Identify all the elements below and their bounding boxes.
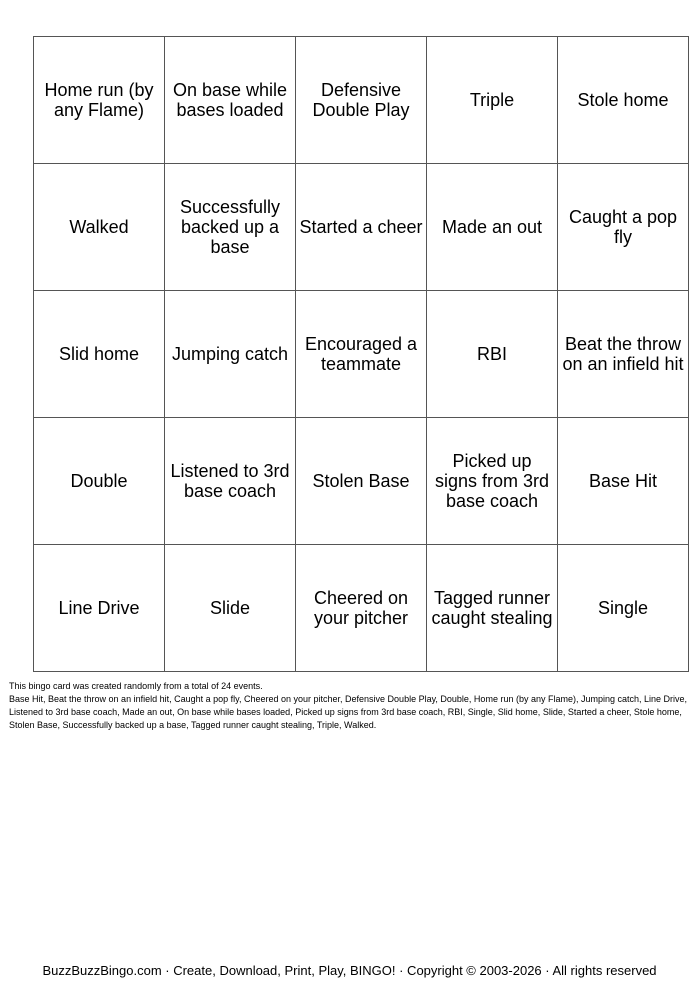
bingo-cell[interactable]: Made an out: [427, 164, 558, 291]
bingo-cell[interactable]: Home run (by any Flame): [34, 37, 165, 164]
bingo-cell[interactable]: Listened to 3rd base coach: [165, 418, 296, 545]
bingo-cell[interactable]: Started a cheer: [296, 164, 427, 291]
notes-intro: This bingo card was created randomly from a total of 24 events.: [9, 681, 263, 691]
bingo-cell[interactable]: Caught a pop fly: [558, 164, 689, 291]
notes-event-list: Base Hit, Beat the throw on an infield hit, Caught a pop fly, Cheered on your pitcher, Defensive Double Play, Double, Home run (by any Flame), Jumping catch, Line Drive, Listened to 3rd base coach, Made an out, On base while bases loaded, Picked up signs from 3rd base coach, RBI, Single, Slid home, Slide, Started a cheer, Stole home, Stolen Base, Successfully backed up a base, Tagged runner caught stealing, Triple, Walked.: [9, 694, 688, 730]
bingo-cell[interactable]: Double: [34, 418, 165, 545]
bingo-cell[interactable]: Successfully backed up a base: [165, 164, 296, 291]
bingo-cell[interactable]: On base while bases loaded: [165, 37, 296, 164]
bingo-cell[interactable]: Cheered on your pitcher: [296, 545, 427, 672]
bingo-cell[interactable]: Slid home: [34, 291, 165, 418]
bingo-cell[interactable]: Defensive Double Play: [296, 37, 427, 164]
card-notes: [9, 680, 694, 732]
bingo-cell[interactable]: Triple: [427, 37, 558, 164]
bingo-row: [34, 37, 689, 164]
bingo-cell[interactable]: Beat the throw on an infield hit: [558, 291, 689, 418]
bingo-cell[interactable]: Single: [558, 545, 689, 672]
footer-copyright: BuzzBuzzBingo.com · Create, Download, Print, Play, BINGO! · Copyright © 2003-2026 · All rights reserved: [42, 963, 657, 978]
bingo-cell[interactable]: Stolen Base: [296, 418, 427, 545]
bingo-cell[interactable]: Line Drive: [34, 545, 165, 672]
bingo-cell[interactable]: Base Hit: [558, 418, 689, 545]
bingo-cell[interactable]: Stole home: [558, 37, 689, 164]
bingo-cell[interactable]: Jumping catch: [165, 291, 296, 418]
bingo-row: [34, 545, 689, 672]
bingo-row: [34, 418, 689, 545]
bingo-cell[interactable]: Tagged runner caught stealing: [427, 545, 558, 672]
bingo-cell[interactable]: Walked: [34, 164, 165, 291]
bingo-cell[interactable]: Picked up signs from 3rd base coach: [427, 418, 558, 545]
bingo-row: [34, 164, 689, 291]
bingo-card: [33, 36, 689, 672]
bingo-cell[interactable]: Slide: [165, 545, 296, 672]
bingo-cell[interactable]: RBI: [427, 291, 558, 418]
bingo-row: [34, 291, 689, 418]
bingo-cell[interactable]: Encouraged a teammate: [296, 291, 427, 418]
